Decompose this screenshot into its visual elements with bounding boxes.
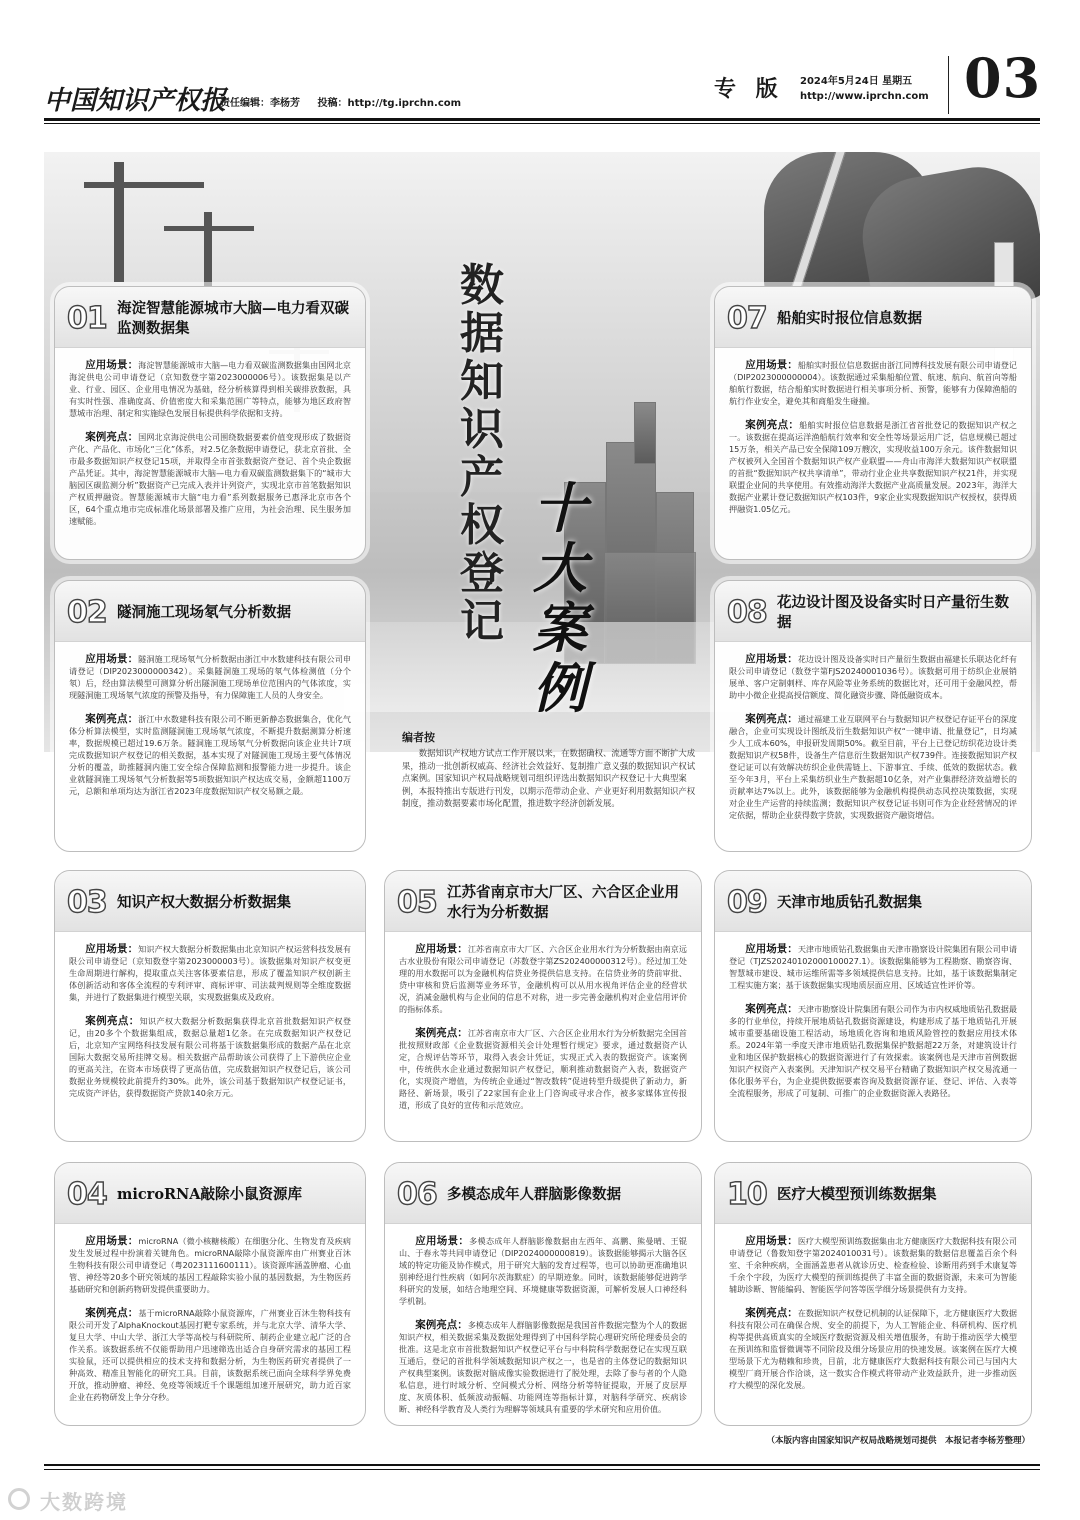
highlight-label: 案例亮点：	[745, 1307, 798, 1319]
case-number: 04	[67, 1177, 107, 1212]
highlight-label: 案例亮点：	[85, 1307, 139, 1319]
scene-text: 医疗大模型预训练数据集由北方健康医疗大数据科技有限公司申请登记（鲁数知登字第2024010031号）。该数据集的数据信息覆盖百余个科室、千余种疾病，全面涵盖患者从就诊历史、检查检验、诊断用药到手术康复等千余个字段，为医疗大模型的预训练提供了丰富全面的数据资源，未来可为智能辅助诊断、智能编码、智能医学问答等医学细分场景提供有力支持。	[729, 1236, 1017, 1294]
scene-label: 应用场景：	[85, 359, 139, 371]
case-card-03	[54, 870, 366, 1142]
case-card-08	[714, 580, 1032, 852]
highlight-label: 案例亮点：	[745, 1003, 798, 1015]
scene-label: 应用场景：	[745, 653, 798, 665]
case-card-10	[714, 1162, 1032, 1426]
case-title: 多模态成年人群脑影像数据	[447, 1186, 621, 1203]
highlight-text: 浙江中水数建科技有限公司不断更新静态数据集合，优化气体分析算法模型，实时监测隧洞施工现场氡气浓度，不断提升数据测算分析速率，数据规模已超过19.6万条。隧洞施工现场氡气分析数据向该企业共计7项完成数据知识产权登记的相关数据，基本实现了对隧洞施工现场主要气体情况分析的覆盖，助推隧洞内施工安全综合保障监测和报警能力进一步提升。该企业就隧洞施工现场氡气分析数据等5项数据知识产权达成交易，金额超1100万元，总额和单项均达为浙江省2023年度数据知识产权交易额之最。	[69, 714, 351, 796]
highlight-label: 案例亮点：	[415, 1027, 468, 1039]
case-title: 海淀智慧能源城市大脑—电力看双碳监测数据集	[117, 300, 349, 337]
case-number: 02	[67, 595, 107, 630]
dateline	[800, 74, 929, 104]
case-card-07	[714, 286, 1032, 560]
case-body	[729, 359, 1017, 527]
scene-label: 应用场景：	[745, 943, 798, 955]
highlight-text: 国网北京海淀供电公司围绕数据要素价值变现形成了数据资产化、产品化、市场化“三化”体系，对2.5亿条数据申请登记，获北京首批、全市最多数据知识产权登记15项，并取得全市首张数据资产登记、首个央企数据产品凭证。其中，海淀智慧能源城市大脑—电力看双碳监测数据集下的“城市大脑园区碳监测分析”数据资产已完成入表并计列资产，实现北京市首笔数据知识产权质押融资。智慧能源城市大脑“电力看”系列数据服务已惠泽北京市各个区，64个重点地市完成标准化场景部署及推广应用，为社会治理、民生服务加速赋能。	[69, 432, 351, 526]
case-card-05	[384, 870, 702, 1142]
scene-text: 江苏省南京市大厂区、六合区企业用水行为分析数据由南京远古水业股份有限公司申请登记（苏数登字第ZS202400000312号）。经过加工处理的用水数据可以为金融机构信贷业务提供信息支持。在信贷业务的贷前审批、贷中审核和贷后监测等业务环节，金融机构可以从用水视角评估企业的经营状况，消减金融机构与企业间的信息不对称，进一步完善金融机构对企业信用评价的指标体系。	[399, 944, 687, 1014]
scene-text: 花边设计图及设备实时日产量衍生数据由福建长乐联达化纤有限公司申请登记（数登字第FJS20240001036号）。该数据可用于纺织企业展销展单、客户定制刺样、库存风险等业务系统的数据比对，还可用于金融风控，帮助中小微企业提高授信额度、简化融资步骤、降低融资成本。	[729, 654, 1017, 700]
card-header	[715, 871, 1031, 932]
case-body	[399, 1235, 687, 1426]
content-credit: （本版内容由国家知识产权局战略规划司提供 本报记者李杨芳整理）	[766, 1436, 1030, 1446]
card-header	[385, 871, 701, 932]
page-number: 03	[964, 46, 1042, 110]
scene-text: microRNA（微小核糖核酸）在细胞分化、生物发育及疾病发生发展过程中扮演着关键角色。microRNA敲除小鼠资源库由广州赛业百沐生物科技有限公司申请登记（粤2023111600111）。该资源库涵盖肿瘤、心血管、神经等20多个研究领域的基因工程敲除实验小鼠的基因数据，为生物医药基础研究和创新药物研发提供重要助力。	[69, 1236, 352, 1294]
editor-note-heading: 编者按	[402, 731, 435, 744]
case-card-06	[384, 1162, 702, 1426]
card-header	[55, 1163, 365, 1224]
scene-text: 多模态成年人群脑影像数据由左西年、高鹏、熊曼晴、王锟山、于春永等共同申请登记（DIP2024000000819）。该数据能够揭示大脑各区域的特定功能及协作模式，用于研究大脑的发育过程等，也可以协助更准确地识别神经退行性疾病（如阿尔茨海默症）的早期迹象。同时，该数据能够促进跨学科研究的发展，如结合地理空间、环境健康等数据资源，可解析发展人口神经科学机制。	[399, 1236, 687, 1306]
scene-text: 船舶实时报位信息数据由浙江同博科技发展有限公司申请登记（DIP2023000000004）。该数据通过采集船舶位置、航速、航向、航首向等船舶航行数据，结合船舶实时数据进行相关事项分析、预警，能够有力保障渔船的航行作业安全，避免其和商船发生碰撞。	[729, 360, 1017, 406]
scene-text: 天津市地质钻孔数据集由天津市勘察设计院集团有限公司申请登记（TJZS20240102000100027.1）。该数据集能够为工程勘察、勘察咨询、智慧城市建设、城市运维所需等多领域提供信息支持。比如，基于该数据集制定工程实施方案；基于该数据集实现地质层面应用、区域适宜性评价等。	[729, 944, 1017, 990]
highlight-label: 案例亮点：	[85, 431, 139, 443]
highlight-text: 在数据知识产权登记机制的认证保障下，北方健康医疗大数据科技有限公司在确保合规、安全的前提下，为人工智能企业、科研机构、医疗机构等提供高质真实的全域医疗数据资源及相关增值服务，有助于推动医学大模型在预训练和监督微调等不同阶段及细分场景应用的快速发展。该案例在医疗大模型场景下尤为精赖和珍贵，目前，北方健康医疗大数据科技有限公司已与国内大模型厂商开展合作洽谈，这一数实合作模式将带动产业效益跃升，进一步推动医疗大模型的深化发展。	[729, 1308, 1017, 1390]
highlight-text: 船舶实时报位信息数据是浙江省首批登记的数据知识产权之一。该数据在提高运洋渔船航行效率和安全性等场景运用广泛，信息规模已超过15万条，相关产品已安全保障109万艘次，实现收益100万余元。该件数据知识产权被列入全国首个数据知识产权产业联盟——舟山市海洋大数据知识产权联盟的首批“数据知识产权共享清单”，带动行业企业共享数据知识产权21件，并实现联盟企业间的共享使用。有效推动海洋大数据产业高质量发展。2023年，海洋大数据产业累计登记数据知识产权103件，9家企业实现数据知识产权授权，获得质押融资1.05亿元。	[729, 420, 1017, 514]
case-title: 江苏省南京市大厂区、六合区企业用水行为分析数据	[447, 884, 679, 921]
case-card-04	[54, 1162, 366, 1426]
card-header	[55, 581, 365, 642]
case-body	[69, 359, 351, 539]
case-title: 知识产权大数据分析数据集	[117, 894, 291, 911]
highlight-text: 天津市勘察设计院集团有限公司作为市内权威地质钻孔数据最多的行业单位，持续开展地质钻孔数据资源建设，构建形成了基于地质钻孔开展城市重要基础设施工程活动，场地质化咨询和地质风险管控的数据应用技术体系。2024年第一季度天津市地质钻孔数据集保护数据超22万条，对建筑设计行业和地区保护数据核心的数据资源进行了有效探索。该案例也是天津市首例数据知识产权资产入表案例。天津知识产权交易平台精确了数据知识产权交易流通一体化服务平台，为企业提供数据要素咨询及数据资源存证、登记、评估、入表等全流程服务，形成了可复制、可推广的企业数据资源入表路径。	[729, 1004, 1017, 1098]
case-body	[729, 943, 1017, 1111]
case-card-01	[54, 286, 366, 560]
editor-info	[220, 94, 475, 109]
card-header	[55, 871, 365, 932]
scene-text: 知识产权大数据分析数据集由北京知识产权运营科技发展有限公司申请登记（京知数登字第2023000003号）。该数据集对知识产权变更生命周期进行解构，提取重点关注客体要素信息，形成了覆盖知识产权创新主体创新活动和客体全流程的专利评审、商标评审、司法裁判规则等全维度数据集，并进行了数据集进行模型关联，实现数据集成及政府。	[69, 944, 351, 1002]
case-title: 隧洞施工现场氡气分析数据	[117, 604, 291, 621]
scene-label: 应用场景：	[85, 1235, 139, 1247]
watermark-text: 大数跨境	[40, 1490, 128, 1514]
issue-date: 2024年5月24日 星期五	[800, 76, 913, 87]
case-card-02	[54, 580, 366, 852]
highlight-label: 案例亮点：	[745, 419, 800, 431]
page-title-brush: 十大案例	[533, 476, 587, 720]
case-title: 天津市地质钻孔数据集	[777, 894, 922, 911]
case-title: 船舶实时报位信息数据	[777, 310, 922, 327]
card-header	[715, 1163, 1031, 1224]
case-title: microRNA敲除小鼠资源库	[117, 1186, 303, 1203]
scene-label: 应用场景：	[745, 1235, 798, 1247]
scene-label: 应用场景：	[415, 943, 468, 955]
highlight-label: 案例亮点：	[745, 713, 798, 725]
page-title: 数据知识产权登记	[460, 260, 504, 647]
case-number: 07	[727, 301, 767, 336]
case-body	[69, 1235, 351, 1415]
submission-link[interactable]: 投稿：http://tg.iprchn.com	[317, 98, 462, 109]
scene-text: 海淀智慧能源城市大脑—电力看双碳监测数据集由国网北京海淀供电公司申请登记（京知数登字第2023000006号）。该数据集是以产业、行业、园区、企业用电情况为基础，经分析核算得到相关碳排放数据，具有实时性强、准确度高、价值密度大和采集范围广等特点，能够为地区政府智慧城市治理、制定和实施绿色发展目标提供科学依据和支持。	[69, 360, 351, 418]
footer-rule-thin	[44, 1469, 1040, 1470]
header-rule	[44, 118, 1040, 121]
case-title: 医疗大模型预训练数据集	[777, 1186, 937, 1203]
scene-text: 隧洞施工现场氡气分析数据由浙江中水数建科技有限公司申请登记（DIP2023000000342）。采集隧洞施工现场的氡气体检测值（分个氡）后，经由算法模型可测算分析出隧洞施工现场单位范围内的气体浓度，实现隧洞施工现场氡气浓度的预警及指导，有力保障施工人员的人身安全。	[69, 654, 351, 700]
scene-label: 应用场景：	[745, 359, 798, 371]
case-number: 03	[67, 885, 107, 920]
case-number: 10	[727, 1177, 767, 1212]
card-header	[55, 287, 365, 348]
masthead	[44, 46, 1042, 120]
watermark-logo-icon	[8, 1488, 30, 1510]
scene-label: 应用场景：	[85, 653, 139, 665]
crane-boom-icon	[84, 182, 204, 188]
editor-note-body: 数据知识产权地方试点工作开展以来，在数据确权、流通等方面不断扩大成果，推动一批创新权威高、经济社会效益好、复制推广意义强的数据知识产权试点案例。国家知识产权局战略规划司组织评选出数据知识产权登记十大典型案例，本报特推出专版进行刊发，以期示范带动企业、产业更好利用数据知识产权制度，推动数据要素市场化配置，推进数字经济创新发展。	[402, 748, 696, 808]
highlight-text: 江苏省南京市大厂区、六合区企业用水行为分析数据完全国首批按照财政部《企业数据资源相关会计处理暂行规定》要求，通过数据资产认定，合规评估等环节，取得入表会计凭证，实现正式入表的数据资产。该案例中，传统供水企业通过数据知识产权登记，顺利推动数据资产入表，数据资产化，实现资产增值，为传统企业通过“智改数转”促进转型升级提供了新动力，新路径、新场景，吸引了22家国有企业上门咨询或寻求合作，被多家媒体宣传报道，形成了良好的宣传和示范效应。	[399, 1028, 687, 1110]
case-body	[69, 943, 351, 1111]
card-header	[715, 581, 1031, 642]
header-rule-thin	[44, 123, 1040, 124]
scene-label: 应用场景：	[415, 1235, 470, 1247]
case-card-09	[714, 870, 1032, 1142]
highlight-label: 案例亮点：	[85, 713, 139, 725]
case-body	[69, 653, 351, 809]
section-name: 专 版	[714, 76, 784, 102]
card-header	[715, 287, 1031, 348]
highlight-label: 案例亮点：	[415, 1319, 468, 1331]
highlight-text: 通过福建工业互联网平台与数据知识产权登记存证平台的深度融合，企业可实现设计图纸及衍生数据知识产权“一键申请、批量登记”，日均减少人工成本60%，申报研发周期50%。截至目前，平台上已登记纺织花边设计类数据知识产权58件，设备生产信息衍生数据知识产权739件。连接数据知识产权登记证可以有效解决纺织企业供需链上、下游事宜、手续、低效的数据状态。截至今年3月，平台上采集纺织业生产数据超10亿条，对产业集群经济效益增长的贡献率达7%以上。此外，该数据能够为金融机构提供动态风控决策数据，实现对企业生产运营的持续监测；数据知识产权登记证书则可作为企业经营情况的评定依据，帮助企业获得数字贷款，实现数据资产融资增信。	[729, 714, 1017, 820]
case-number: 06	[397, 1177, 437, 1212]
case-body	[729, 1235, 1017, 1403]
case-number: 05	[397, 885, 437, 920]
highlight-text: 多模态成年人群脑影像数据是我国首件数据完整为个人的数据知识产权，相关数据采集及数据处理得到了中国科学院心理研究所伦理委员会的批准。这是北京市首批数据知识产权登记平台与中科院科学数据登记在实现互联互通后，登记的首批科学领域数据知识产权之一，也是省的主体登记的数据知识产权典型案例。该数据对脑成像实验数据进行了脱处理，去除了参与者的个人隐私信息，进行时域分析、空间模式分析、网络分析等特征提取，开展了皮层厚度、灰质体积、低频波动振幅、功能网连等指标计算，对脑科学研究、疾病诊断、神经科学教育及人类行为理解等领域具有重要的学术研究和应用价值。	[399, 1320, 687, 1414]
card-header	[385, 1163, 701, 1224]
masthead-divider	[948, 56, 949, 114]
highlight-text: 知识产权大数据分析数据集获得北京首批数据知识产权登记，由20多个个数据集组成，数据总量超1亿条。在完成数据知识产权登记后，北京知产宝网络科技发展有限公司将基于该数据集形成的数据产品在北京国际大数据交易所挂牌交易。相关数据产品帮助该公司获得了上下游供应企业的更高关注，在资本市场获得了更高估值，完成数据知识产权登记后，该公司数据业务规模较此前提升约30%。此外，该公司基于数据知识产权登记证书，完成资产评估，获得数据资产贷款140余万元。	[69, 1016, 351, 1098]
responsible-editor: 责任编辑：李杨芳	[220, 98, 300, 109]
case-number: 09	[727, 885, 767, 920]
case-body	[399, 943, 687, 1123]
highlight-label: 案例亮点：	[85, 1015, 140, 1027]
case-title: 花边设计图及设备实时日产量衍生数据	[777, 594, 1009, 631]
highlight-text: 基于microRNA敲除小鼠资源库，广州赛业百沐生物科技有限公司开发了AlphaKnockout基因打靶专家系统，并与北京大学、清华大学、复旦大学、中山大学、浙江大学等高校与科研院所、制药企业建立起广泛的合作关系。该数据系统不仅能帮助用户迅速筛选出适合自身研究需求的基因工程实验鼠，还可以提供相应的技术支持和数据分析，为生物医药研究者提供了一种高效、精准且智能化的研究工具。目前，该数据系统已面向全球科学界免费开放，推动肿瘤、神经、免疫等领域近千个课题组加速开展研究，助力近百家企业在药物研发上争分夺秒。	[69, 1308, 352, 1402]
case-number: 01	[67, 301, 107, 336]
building-spire-icon	[634, 402, 656, 464]
case-number: 08	[727, 595, 767, 630]
crane-mast-icon	[114, 162, 124, 282]
newspaper-logo: 中国知识产权报	[44, 86, 227, 116]
site-url[interactable]: http://www.iprchn.com	[800, 91, 929, 102]
case-body	[729, 653, 1017, 833]
footer-rule	[44, 1464, 1040, 1466]
crane-boom-icon-2	[164, 226, 254, 231]
scene-label: 应用场景：	[85, 943, 139, 955]
